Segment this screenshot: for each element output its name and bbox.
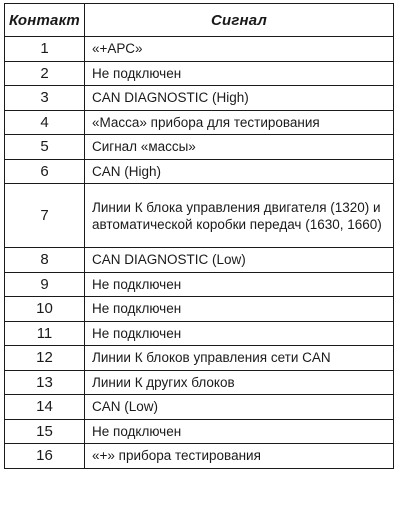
signal-description: Линии К блока управления двигателя (1320) и автоматической коробки передач (1630, 1660) [85, 184, 394, 248]
pinout-table-container [4, 3, 394, 519]
table-row [5, 86, 394, 111]
signal-description: CAN DIAGNOSTIC (Low) [85, 248, 394, 273]
table-row [5, 419, 394, 444]
table-row [5, 61, 394, 86]
contact-number: 9 [5, 272, 85, 297]
contact-number: 16 [5, 444, 85, 469]
contact-number: 4 [5, 110, 85, 135]
signal-description: CAN DIAGNOSTIC (High) [85, 86, 394, 111]
signal-description: «Масса» прибора для тестирования [85, 110, 394, 135]
contact-number: 1 [5, 37, 85, 62]
contact-number: 10 [5, 297, 85, 322]
header-signal: Сигнал [85, 4, 394, 37]
contact-number: 8 [5, 248, 85, 273]
table-row [5, 135, 394, 160]
table-row [5, 110, 394, 135]
pinout-table [4, 3, 394, 469]
signal-description: Не подключен [85, 297, 394, 322]
contact-number: 2 [5, 61, 85, 86]
contact-number: 15 [5, 419, 85, 444]
table-row [5, 272, 394, 297]
contact-number: 14 [5, 395, 85, 420]
table-row [5, 444, 394, 469]
header-contact: Контакт [5, 4, 85, 37]
contact-number: 7 [5, 184, 85, 248]
signal-description: Линии К блоков управления сети CAN [85, 346, 394, 371]
signal-description: Не подключен [85, 419, 394, 444]
signal-description: CAN (Low) [85, 395, 394, 420]
contact-number: 12 [5, 346, 85, 371]
signal-description: Не подключен [85, 272, 394, 297]
signal-description: Сигнал «массы» [85, 135, 394, 160]
table-row [5, 321, 394, 346]
contact-number: 5 [5, 135, 85, 160]
table-row [5, 395, 394, 420]
signal-description: Не подключен [85, 61, 394, 86]
table-row [5, 37, 394, 62]
signal-description: Не подключен [85, 321, 394, 346]
signal-description: Линии К других блоков [85, 370, 394, 395]
signal-description: CAN (High) [85, 159, 394, 184]
signal-description: «+АРС» [85, 37, 394, 62]
contact-number: 11 [5, 321, 85, 346]
table-row [5, 346, 394, 371]
table-row [5, 184, 394, 248]
table-row [5, 297, 394, 322]
signal-description: «+» прибора тестирования [85, 444, 394, 469]
table-row [5, 370, 394, 395]
contact-number: 3 [5, 86, 85, 111]
table-row [5, 159, 394, 184]
contact-number: 13 [5, 370, 85, 395]
table-header-row [5, 4, 394, 37]
contact-number: 6 [5, 159, 85, 184]
table-row [5, 248, 394, 273]
